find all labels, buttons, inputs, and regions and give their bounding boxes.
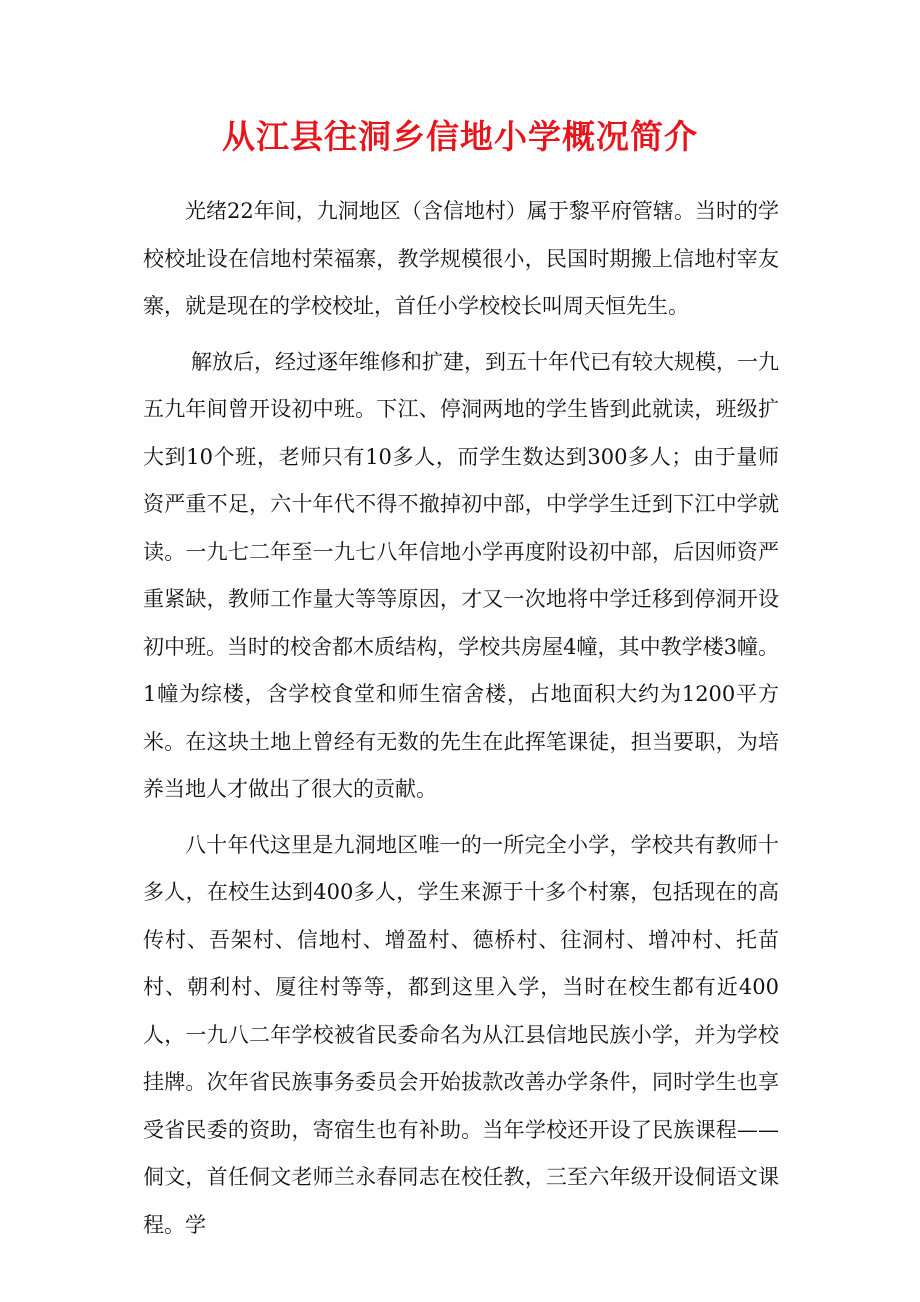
document-title: 从江县往洞乡信地小学概况简介 <box>222 117 698 156</box>
document-body <box>143 188 779 1257</box>
paragraph-1: 光绪22年间，九洞地区（含信地村）属于黎平府管辖。当时的学校校址设在信地村荣福寨，教学规模很小，民国时期搬上信地村宰友寨，就是现在的学校校址，首任小学校校长叫周天恒先生。 <box>143 199 779 318</box>
paragraph-3: 八十年代这里是九洞地区唯一的一所完全小学，学校共有教师十多人，在校生达到400多人，学生来源于十多个村寨，包括现在的高传村、吾架村、信地村、增盈村、德桥村、往洞村、增冲村、托苗村、朝利村、厦往村等等，都到这里入学，当时在校生都有近400人，一九八二年学校被省民委命名为从江县信地民族小学，并为学校挂牌。次年省民族事务委员会开始拔款改善办学条件，同时学生也享受省民委的资助，寄宿生也有补助。当年学校还开设了民族课程——侗文，首任侗文老师兰永春同志在校任教，三至六年级开设侗语文课程。学 <box>143 832 779 1237</box>
paragraph-2: 解放后，经过逐年维修和扩建，到五十年代已有较大规模，一九五九年间曾开设初中班。下江、停洞两地的学生皆到此就读，班级扩大到10个班，老师只有10多人，而学生数达到300多人；由于量师资严重不足，六十年代不得不撤掉初中部，中学学生迁到下江中学就读。一九七二年至一九七八年信地小学再度附设初中部，后因师资严重紧缺，教师工作量大等等原因，才又一次地将中学迁移到停洞开设初中班。当时的校舍都木质结构，学校共房屋4幢，其中教学楼3幢。1幢为综楼，含学校食堂和师生宿舍楼，占地面积大约为1200平方米。在这块土地上曾经有无数的先生在此挥笔课徒，担当要职，为培养当地人才做出了很大的贡献。 <box>143 349 779 801</box>
